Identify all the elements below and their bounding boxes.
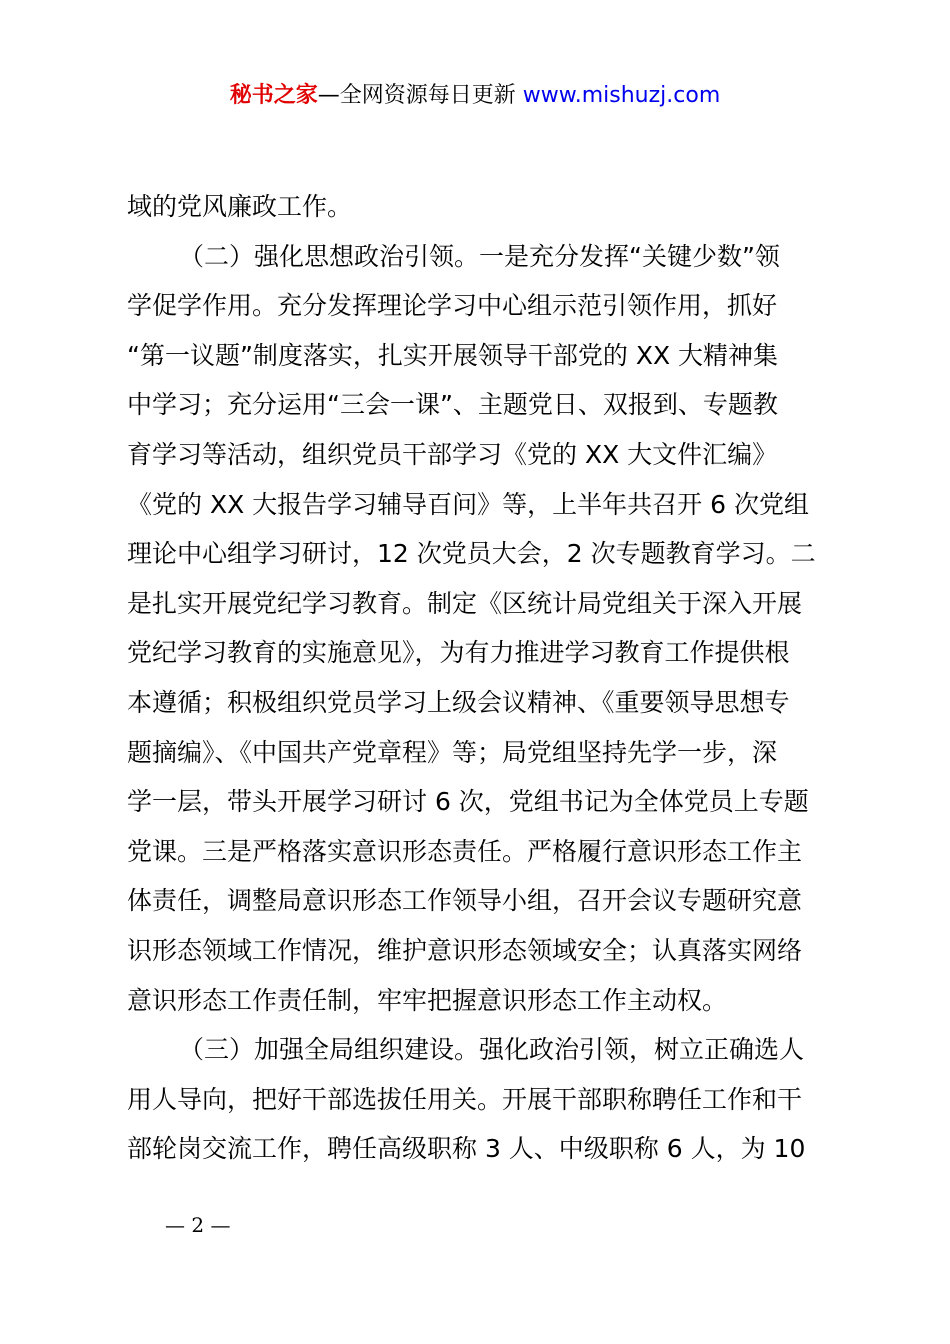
- text-line: 题摘编》、《中国共产党章程》等；局党组坚持先学一步，深: [127, 737, 778, 767]
- site-url-link[interactable]: www.mishuzj.com: [522, 83, 721, 108]
- page-number: — 2 —: [165, 1213, 231, 1237]
- text-line: （三）加强全局组织建设。强化政治引领，树立正确选人: [179, 1035, 805, 1065]
- site-brand: 秘书之家: [229, 83, 318, 108]
- text-line: 体责任，调整局意识形态工作领导小组，召开会议专题研究意: [127, 886, 803, 916]
- text-line: 部轮岗交流工作，聘任高级职称 3 人、中级职称 6 人，为 10: [127, 1134, 806, 1164]
- text-line: 学促学作用。充分发挥理论学习中心组示范引领作用，抓好: [127, 291, 778, 321]
- text-line: 识形态领域工作情况，维护意识形态领域安全；认真落实网络: [127, 935, 803, 965]
- text-line: 党课。三是严格落实意识形态责任。严格履行意识形态工作主: [127, 836, 803, 866]
- text-line: 中学习；充分运用“三会一课”、主题党日、双报到、专题教: [127, 390, 778, 420]
- text-line: 育学习等活动，组织党员干部学习《党的 XX 大文件汇编》: [127, 439, 778, 469]
- text-line: 理论中心组学习研讨，12 次党员大会，2 次专题教育学习。二: [127, 539, 816, 569]
- text-line: “第一议题”制度落实，扎实开展领导干部党的 XX 大精神集: [127, 340, 779, 370]
- text-line: 党纪学习教育的实施意见》，为有力推进学习教育工作提供根: [127, 638, 790, 668]
- text-line: （二）强化思想政治引领。一是充分发挥“关键少数”领: [179, 241, 780, 271]
- text-line: 本遵循；积极组织党员学习上级会议精神、《重要领导思想专: [127, 687, 790, 717]
- text-line: 是扎实开展党纪学习教育。制定《区统计局党组关于深入开展: [127, 588, 803, 618]
- site-header: [0, 80, 950, 112]
- site-tagline: —全网资源每日更新: [317, 83, 523, 108]
- text-line: 《党的 XX 大报告学习辅导百问》等，上半年共召开 6 次党组: [127, 489, 809, 519]
- text-line: 用人导向，把好干部选拔任用关。开展干部职称聘任工作和干: [127, 1084, 803, 1114]
- text-line: 域的党风廉政工作。: [127, 192, 353, 221]
- text-line: 意识形态工作责任制，牢牢把握意识形态工作主动权。: [127, 985, 728, 1015]
- text-line: 学一层，带头开展学习研讨 6 次，党组书记为全体党员上专题: [127, 787, 809, 817]
- document-body: [127, 182, 837, 1174]
